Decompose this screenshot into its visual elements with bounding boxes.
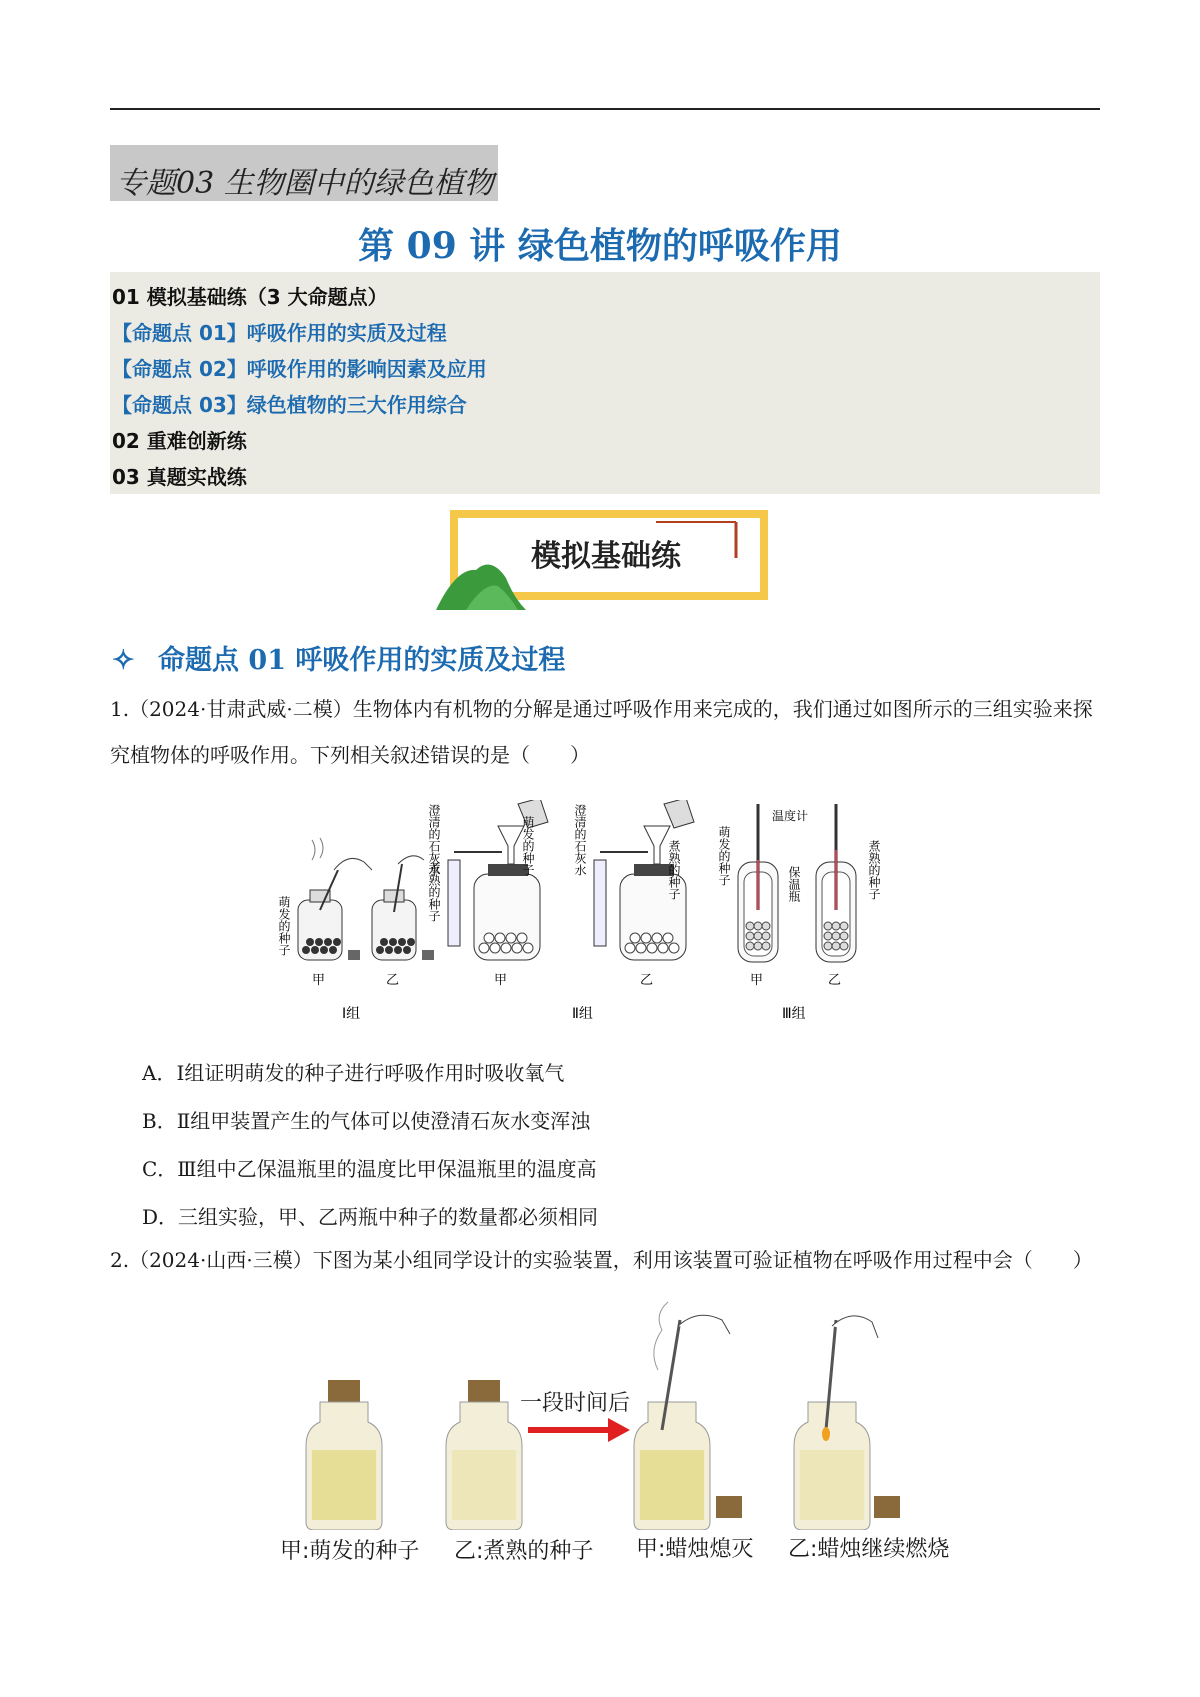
group-2-diagram	[427, 800, 694, 1022]
toc-item[interactable]: 【命题点 01】呼吸作用的实质及过程	[112, 321, 447, 345]
g2-jar-right: 乙	[640, 973, 654, 988]
jar-boiled	[446, 1380, 522, 1530]
g3-jar-left: 甲	[750, 973, 764, 988]
sparkle-icon: ✧	[112, 645, 135, 676]
g3-jar-right: 乙	[828, 973, 842, 988]
g1-seed-left-label: 萌发的种子	[277, 896, 291, 956]
banner-graphic	[436, 508, 772, 610]
group-3-diagram	[717, 804, 881, 1022]
lecture-title: 第 09 讲 绿色植物的呼吸作用	[358, 225, 842, 267]
question-2-stem: 2.（2024·山西·三模）下图为某小组同学设计的实验装置，利用该装置可验证植物在呼吸作用过程中会（ ）	[110, 1248, 1093, 1272]
g1-jar-right: 乙	[386, 973, 400, 988]
banner-label: 模拟基础练	[531, 539, 681, 574]
toc-item[interactable]: 01 模拟基础练（3 大命题点）	[112, 285, 388, 309]
jar-candle-burning	[794, 1316, 900, 1530]
g2-caption: Ⅱ组	[572, 1006, 593, 1022]
section-banner	[436, 508, 772, 610]
option-b[interactable]: B．Ⅱ组甲装置产生的气体可以使澄清石灰水变浑浊	[142, 1109, 591, 1133]
g3-thermometer-label: 温度计	[772, 809, 809, 823]
question-1-figure	[262, 800, 962, 1030]
arrow-label: 一段时间后	[520, 1391, 631, 1416]
g1-jar-left: 甲	[312, 973, 326, 988]
g1-seed-right-label: 煮熟的种子	[427, 862, 441, 922]
question-1-stem: 1.（2024·甘肃武威·二模）生物体内有机物的分解是通过呼吸作用来完成的，我们通过如图所示的三组实验来探究植物体的呼吸作用。下列相关叙述错误的是（ ）	[110, 697, 1093, 767]
option-a[interactable]: A．Ⅰ组证明萌发的种子进行呼吸作用时吸收氧气	[142, 1061, 565, 1085]
g2-limewater-label-2: 澄清的石灰水	[573, 804, 587, 876]
group-1-diagram	[277, 838, 441, 1022]
g3-flask-label: 保温瓶	[787, 866, 801, 902]
figure-2-caption-2: 乙:煮熟的种子	[454, 1539, 594, 1564]
jar-germinating	[306, 1380, 382, 1530]
figure-2-caption-4: 乙:蜡烛继续燃烧	[788, 1537, 950, 1562]
toc-item[interactable]: 【命题点 03】绿色植物的三大作用综合	[112, 393, 467, 417]
figure-2-caption-1: 甲:萌发的种子	[280, 1539, 420, 1564]
g3-seed-left-label: 萌发的种子	[717, 826, 731, 886]
toc-item[interactable]: 03 真题实战练	[112, 465, 247, 489]
g1-caption: Ⅰ组	[342, 1006, 361, 1022]
section-heading	[112, 638, 565, 677]
option-d[interactable]: D．三组实验，甲、乙两瓶中种子的数量都必须相同	[142, 1205, 599, 1229]
section-heading-text: 命题点 01 呼吸作用的实质及过程	[158, 645, 566, 676]
top-rule	[110, 108, 1100, 110]
question-2-figure	[270, 1300, 950, 1530]
option-c[interactable]: C．Ⅲ组中乙保温瓶里的温度比甲保温瓶里的温度高	[142, 1157, 597, 1181]
jar-candle-out	[634, 1302, 742, 1530]
g3-caption: Ⅲ组	[782, 1006, 806, 1022]
figure-2-caption-3: 甲:蜡烛熄灭	[636, 1537, 754, 1562]
g2-jar-left: 甲	[494, 973, 508, 988]
g2-limewater-label: 澄清的石灰水	[427, 804, 441, 876]
toc-item[interactable]: 【命题点 02】呼吸作用的影响因素及应用	[112, 357, 487, 381]
g3-seed-right-label: 煮熟的种子	[867, 840, 881, 900]
toc-item[interactable]: 02 重难创新练	[112, 429, 247, 453]
g2-seed-right-label: 煮熟的种子	[667, 840, 681, 900]
g2-seed-left-label: 萌发的种子	[521, 816, 535, 876]
topic-title: 专题03 生物圈中的绿色植物	[116, 166, 494, 201]
